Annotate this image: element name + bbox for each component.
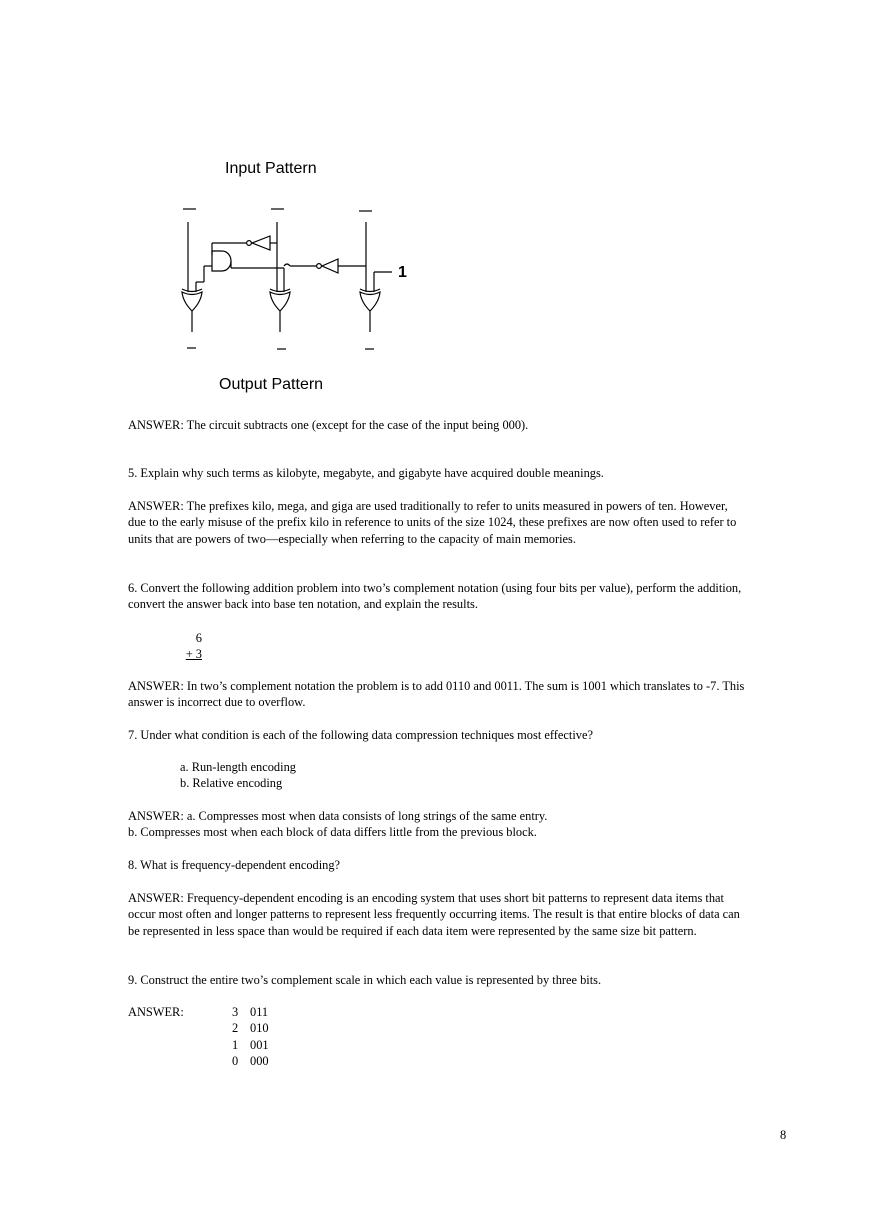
scale-value: 1 xyxy=(232,1037,239,1052)
scale-row xyxy=(232,1004,269,1020)
circuit-answer: ANSWER: The circuit subtracts one (except for the case of the input being 000). xyxy=(128,418,529,432)
scale-bits: 010 xyxy=(250,1021,269,1036)
answer-6: ANSWER: In two’s complement notation the problem is to add 0110 and 0011. The sum is 1001 which translates to -7. This answer is incorrect due to overflow. xyxy=(128,679,745,710)
list-item: a. Run-length encoding xyxy=(180,760,296,774)
scale-bits: 011 xyxy=(250,1005,269,1019)
question-5: 5. Explain why such terms as kilobyte, megabyte, and gigabyte have acquired double meanings. xyxy=(128,466,604,480)
scale-value: 0 xyxy=(232,1054,239,1069)
answer-7b: b. Compresses most when each block of data differs little from the previous block. xyxy=(128,825,537,839)
twos-complement-scale xyxy=(232,1004,269,1070)
scale-row xyxy=(232,1020,269,1036)
scale-row xyxy=(232,1053,269,1069)
addition-problem xyxy=(182,630,202,663)
answer-7a: ANSWER: a. Compresses most when data consists of long strings of the same entry. xyxy=(128,809,548,823)
carry-in-value: 1 xyxy=(398,264,407,281)
list-item: b. Relative encoding xyxy=(180,776,283,791)
circuit-wires xyxy=(182,209,392,349)
circuit-diagram xyxy=(0,0,872,400)
question-8: 8. What is frequency-dependent encoding? xyxy=(128,858,341,872)
input-pattern-label: Input Pattern xyxy=(225,160,317,177)
scale-bits: 000 xyxy=(250,1054,269,1069)
output-pattern-label: Output Pattern xyxy=(219,376,324,393)
operand-1: 6 xyxy=(195,631,202,645)
answer-9-label: ANSWER: xyxy=(128,1005,184,1019)
answer-5: ANSWER: The prefixes kilo, mega, and giga are used traditionally to refer to units measured in powers of ten. However, due to the early misuse of the prefix kilo in reference to units of the size 1024, these prefixes are now often used to refer to units that are powers of two—especially when referring to the capacity of main memories. xyxy=(128,499,737,546)
question-6: 6. Convert the following addition problem into two’s complement notation (using four bits per value), perform the addition, convert the answer back into base ten notation, and explain the results. xyxy=(128,581,742,612)
answer-8: ANSWER: Frequency-dependent encoding is an encoding system that uses short bit patterns to represent data items that occur most often and longer patterns to represent less frequently occurring items. The result is that entire blocks of data can be represented in less space than would be required if each data item were represented by the same size bit pattern. xyxy=(128,891,740,938)
compression-list xyxy=(180,759,296,792)
question-7: 7. Under what condition is each of the following data compression techniques most effective? xyxy=(128,728,593,742)
page-number: 8 xyxy=(780,1128,787,1142)
scale-value: 2 xyxy=(232,1021,239,1036)
scale-bits: 001 xyxy=(250,1037,269,1052)
operand-2: + 3 xyxy=(185,647,202,662)
question-9: 9. Construct the entire two’s complement scale in which each value is represented by three bits. xyxy=(128,973,602,987)
scale-row xyxy=(232,1037,269,1053)
scale-value: 3 xyxy=(232,1005,239,1019)
